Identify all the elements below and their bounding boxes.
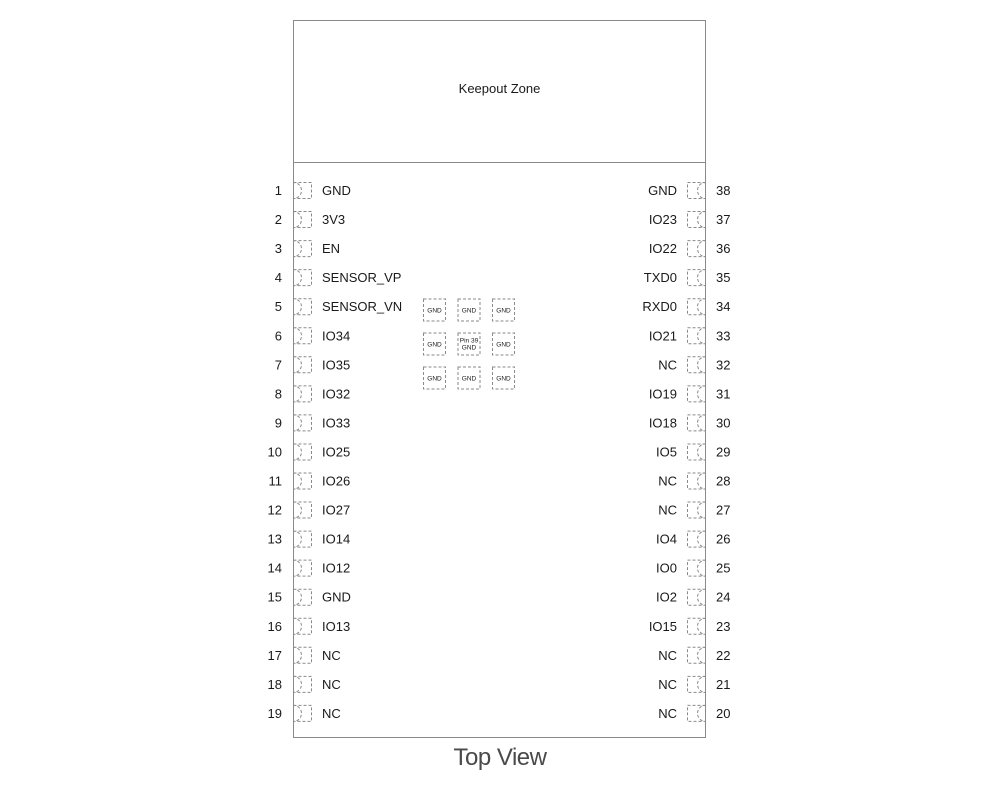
pin-name: EN (322, 241, 341, 257)
pin-name: IO22 (648, 241, 677, 257)
ground-pad (458, 333, 480, 355)
ground-pad-label: GND (496, 307, 511, 315)
pin-number: 10 (267, 444, 282, 460)
right-pin (649, 241, 731, 257)
pin-name: SENSOR_VP (322, 270, 402, 286)
right-pin (658, 473, 730, 489)
ground-pad (424, 299, 446, 321)
right-pin (658, 357, 730, 373)
pin-name: IO5 (656, 444, 677, 460)
pin-name: NC (658, 473, 677, 489)
pin-name: NC (658, 357, 677, 373)
pin-name: IO35 (322, 357, 351, 373)
ground-pad-label: GND (496, 341, 511, 349)
pin-number: 32 (716, 357, 731, 373)
pin-number: 33 (716, 328, 731, 344)
ground-pad-label: GND (427, 307, 442, 315)
pin-number: 19 (267, 705, 282, 721)
right-pin (649, 415, 731, 431)
pin-number: 28 (716, 473, 731, 489)
right-pin (649, 212, 731, 228)
pin-name: GND (322, 589, 351, 605)
pin-name: NC (322, 676, 341, 692)
pin-number: 37 (716, 212, 731, 228)
pin-number: 2 (274, 212, 282, 228)
pin-name: IO32 (322, 386, 351, 402)
pin-number: 7 (274, 357, 282, 373)
pin-name: IO23 (648, 212, 677, 228)
left-pin (268, 444, 351, 460)
ground-pad (493, 367, 515, 389)
pin-name: NC (658, 676, 677, 692)
pin-name: IO4 (656, 531, 677, 547)
ground-pad-label: GND (427, 375, 442, 383)
pin-number: 24 (716, 589, 731, 605)
pin-name: IO15 (648, 618, 677, 634)
left-pin (275, 212, 345, 228)
ground-pad-label: GND (461, 344, 477, 352)
pin-name: GND (648, 183, 677, 198)
right-pin (656, 560, 730, 576)
pin-number: 15 (267, 589, 282, 605)
pin-name: NC (658, 647, 677, 663)
pin-number: 6 (274, 328, 282, 344)
pin-name: GND (322, 183, 351, 198)
pin-name: IO21 (648, 328, 677, 344)
ground-pad (424, 367, 446, 389)
pin-name: TXD0 (643, 270, 677, 286)
ground-pad (458, 299, 480, 321)
pin-number: 31 (716, 386, 731, 402)
left-pin (268, 705, 341, 721)
pin-number: 20 (716, 705, 731, 721)
pin-name: RXD0 (642, 299, 677, 315)
pin-number: 29 (716, 444, 731, 460)
pin-number: 8 (274, 386, 282, 402)
pin-name: NC (658, 502, 677, 518)
left-pin (268, 531, 351, 547)
ground-pad (458, 367, 480, 389)
pin-number: 5 (274, 299, 282, 315)
pin-number: 14 (267, 560, 282, 576)
pin-number: 34 (716, 299, 731, 315)
left-pin (268, 560, 351, 576)
left-pin (269, 473, 351, 489)
pin-number: 36 (716, 241, 731, 257)
view-label: Top View (453, 744, 547, 771)
pin-number: 16 (267, 618, 282, 634)
ground-pad (493, 299, 515, 321)
pin-number: 27 (716, 502, 731, 518)
pin-number: 11 (268, 473, 282, 489)
ground-pad-label: GND (461, 307, 477, 315)
pin-number: 1 (274, 183, 282, 198)
pin-number: 13 (267, 531, 282, 547)
pin-name: IO2 (656, 589, 677, 605)
left-pin (268, 502, 351, 518)
right-pin (658, 502, 730, 518)
ground-pad-label: Pin 39 (459, 337, 479, 345)
ground-pad-label: GND (427, 341, 442, 349)
pin-name: IO12 (322, 560, 351, 576)
ground-pad-label: GND (496, 375, 511, 383)
right-pin (658, 676, 730, 692)
pin-name: NC (322, 705, 341, 721)
left-pin (268, 618, 351, 634)
left-pin (268, 647, 341, 663)
right-pin (658, 647, 730, 663)
pin-name: IO34 (322, 328, 351, 344)
left-pin (268, 676, 341, 692)
pin-number: 25 (716, 560, 731, 576)
pin-name: IO0 (656, 560, 677, 576)
pin-name: IO26 (322, 473, 351, 489)
right-pin (656, 444, 730, 460)
right-pin (656, 589, 730, 605)
pin-number: 4 (274, 270, 282, 286)
left-pin (275, 241, 340, 257)
pin-name: IO25 (322, 444, 351, 460)
pin-number: 21 (716, 676, 731, 692)
right-pin (649, 618, 731, 634)
pin-number: 23 (716, 618, 731, 634)
right-pin (658, 705, 730, 721)
pin-number: 9 (274, 415, 282, 431)
pin-name: SENSOR_VN (322, 299, 403, 315)
pin-number: 12 (267, 502, 282, 518)
pin-name: IO33 (322, 415, 351, 431)
right-pin (656, 531, 730, 547)
pin-name: 3V3 (322, 212, 346, 228)
right-pin (649, 386, 731, 402)
pin-number: 3 (274, 241, 282, 257)
pin-number: 30 (716, 415, 731, 431)
pin-name: IO13 (322, 618, 351, 634)
left-pin (268, 589, 351, 605)
pin-number: 17 (267, 647, 282, 663)
ground-pad (424, 333, 446, 355)
keepout-zone-label: Keepout Zone (458, 81, 541, 96)
right-pin (649, 328, 731, 344)
pin-name: IO19 (648, 386, 677, 402)
pin-number: 18 (267, 676, 282, 692)
ground-pad-array (424, 299, 515, 389)
pin-number: 35 (716, 270, 731, 286)
pin-number: 22 (716, 647, 731, 663)
pin-number: 38 (716, 183, 731, 198)
pin-name: IO18 (648, 415, 677, 431)
ground-pad (493, 333, 515, 355)
pin-name: NC (322, 647, 341, 663)
ground-pad-label: GND (461, 375, 477, 383)
pin-name: IO27 (322, 502, 351, 518)
pin-name: NC (658, 705, 677, 721)
right-pin (648, 183, 730, 199)
pin-name: IO14 (322, 531, 351, 547)
pin-number: 26 (716, 531, 731, 547)
right-pin (644, 270, 731, 286)
